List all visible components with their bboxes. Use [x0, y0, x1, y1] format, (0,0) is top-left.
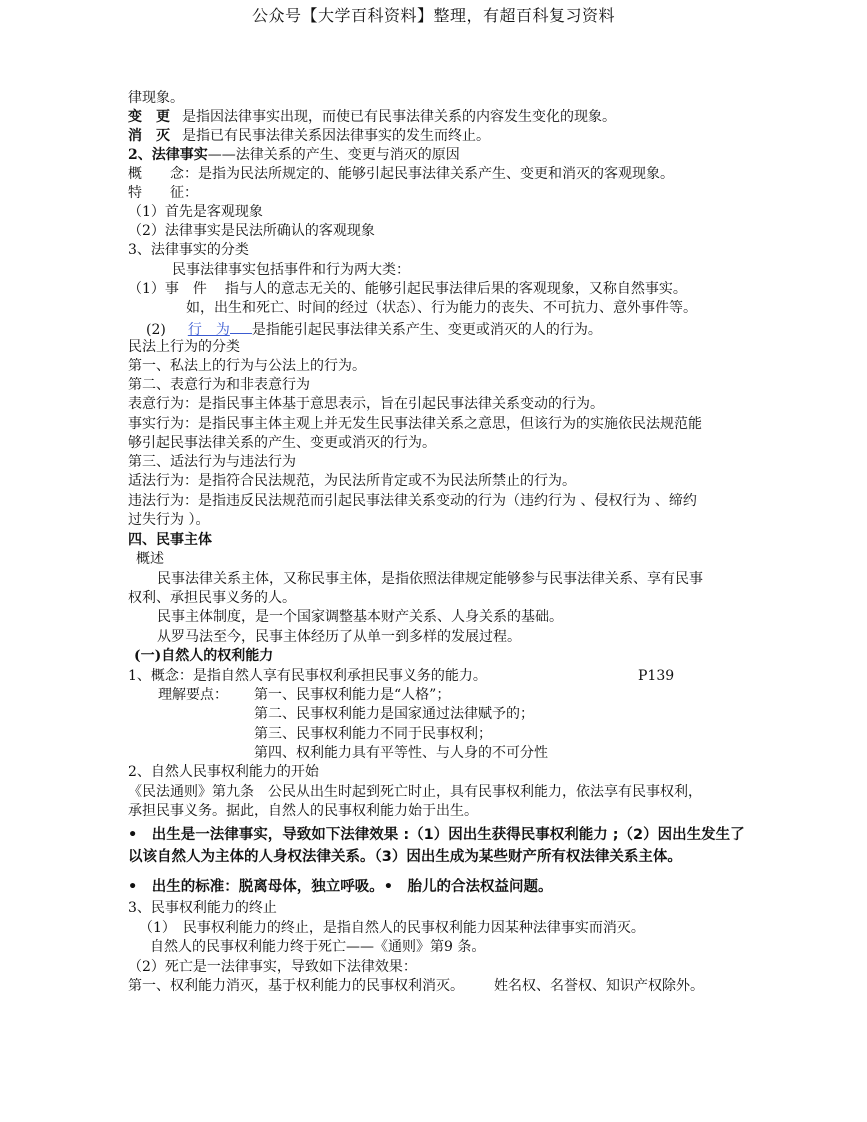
text-line: 适法行为：是指符合民法规范，为民法所肯定或不为民法所禁止的行为。: [128, 473, 576, 489]
term-line-extinction: [128, 127, 490, 146]
list-item-act: [146, 318, 602, 337]
text-line: 如，出生和死亡、时间的经过（状态）、行为能力的丧失、不可抗力、意外事件等。: [186, 300, 697, 316]
key-point: 第一、民事权利能力是“人格”；: [254, 687, 451, 703]
page-reference: P139: [638, 668, 675, 684]
text-line: 从罗马法至今，民事主体经历了从单一到多样的发展过程。: [157, 629, 521, 645]
text-line: 特 征：: [128, 185, 198, 201]
list-item: （1）首先是客观现象: [128, 204, 263, 220]
text-line: 事实行为：是指民事主体主观上并无发生民事法律关系之意思，但该行为的实施依民法规范能: [128, 416, 702, 432]
text-line: 民事法律事实包括事件和行为两大类：: [172, 262, 410, 278]
concept-text: 1、概念：是指自然人享有民事权利承担民事义务的能力。: [128, 668, 487, 684]
list-item: （2）死亡是一法律事实，导致如下法律效果：: [128, 959, 417, 975]
bullet-line: 以该自然人为主体的人身权法律关系。（3）因出生成为某些财产所有权法律关系主体。: [128, 849, 682, 865]
section-heading-capacity: (一)自然人的权利能力: [134, 648, 274, 664]
subheading: 概述: [136, 551, 164, 567]
capacity-extinction-text: 第一、权利能力消灭，基于权利能力的民事权利消灭。: [128, 978, 464, 994]
text-line: 承担民事义务。据此，自然人的民事权利能力始于出生。: [128, 803, 478, 819]
text-line: 违法行为：是指违反民法规范而引起民事法律关系变动的行为（违约行为 、侵权行为 、缔约: [128, 493, 697, 509]
text-line: 《民法通则》第九条 公民从出生时起到死亡时止，具有民事权利能力，依法享有民事权利，: [128, 784, 702, 800]
term-change-definition: 是指因法律事实出现，而使已有民事法律关系的内容发生变化的现象。: [182, 109, 616, 125]
bullet-line: • 出生的标准：脱离母体，独立呼吸。• 胎儿的合法权益问题。: [128, 879, 553, 895]
text-line: 第三、适法行为与违法行为: [128, 454, 296, 470]
term-extinction-definition: 是指已有民事法律关系因法律事实的发生而终止。: [182, 128, 490, 144]
subheading: 民法上行为的分类: [128, 339, 240, 355]
exception-text: 姓名权、名誉权、知识产权除外。: [494, 978, 704, 994]
list-label: （1）事 件: [128, 281, 207, 297]
list-label: (2): [146, 322, 166, 338]
text-line: 过失行为 ）。: [128, 512, 210, 528]
term-change: 变 更: [128, 109, 170, 125]
section-title: 2、法律事实: [128, 147, 208, 163]
subheading: 3、法律事实的分类: [128, 242, 249, 258]
act-link[interactable]: 行 为: [187, 322, 230, 338]
section-heading-civil-subject: 四、民事主体: [128, 532, 212, 548]
text-line: 第二、表意行为和非表意行为: [128, 377, 310, 393]
key-point: 第四、权利能力具有平等性、与人身的不可分性: [254, 745, 548, 761]
text-line: 第一、私法上的行为与公法上的行为。: [128, 358, 366, 374]
key-points-label: 理解要点：: [158, 687, 228, 703]
list-item-event: [128, 280, 687, 299]
text-line: 律现象。: [128, 90, 184, 106]
section-subtitle: ——法律关系的产生、变更与消灭的原因: [207, 147, 460, 163]
subheading: 2、自然人民事权利能力的开始: [128, 764, 319, 780]
text-line: 自然人的民事权利能力终于死亡——《通则》第9 条。: [150, 939, 486, 955]
concept-line: [128, 667, 487, 686]
text-line: 权利、承担民事义务的人。: [128, 590, 296, 606]
key-point: 第二、民事权利能力是国家通过法律赋予的；: [254, 706, 534, 722]
term-extinction: 消 灭: [128, 128, 170, 144]
text-line: 够引起民事法律关系的产生、变更或消灭的行为。: [128, 435, 436, 451]
key-point: 第三、民事权利能力不同于民事权利；: [254, 726, 492, 742]
subheading: 3、民事权利能力的终止: [128, 900, 277, 916]
term-line-change: [128, 108, 616, 127]
list-item: （2）法律事实是民法所确认的客观现象: [128, 223, 375, 239]
list-text: 指与人的意志无关的、能够引起民事法律后果的客观现象，又称自然事实。: [224, 281, 687, 297]
text-line: 概 念：是指为民法所规定的、能够引起民事法律关系产生、变更和消灭的客观现象。: [128, 166, 674, 182]
text-line: 民事主体制度，是一个国家调整基本财产关系、人身关系的基础。: [157, 609, 563, 625]
list-text: 是指能引起民事法律关系产生、变更或消灭的人的行为。: [251, 322, 602, 338]
section-heading-legal-facts: [128, 146, 460, 165]
text-line: [128, 977, 704, 996]
list-item: （1） 民事权利能力的终止，是指自然人的民事权利能力因某种法律事实而消灭。: [139, 920, 645, 936]
text-line: 表意行为：是指民事主体基于意思表示，旨在引起民事法律关系变动的行为。: [128, 396, 604, 412]
bullet-line: • 出生是一法律事实，导致如下法律效果 :（1）因出生获得民事权利能力 ;（2）因出生发生了: [128, 827, 745, 843]
page-header: 公众号【大学百科资料】整理，有超百科复习资料: [251, 6, 615, 25]
text-line: 民事法律关系主体，又称民事主体，是指依照法律规定能够参与民事法律关系、享有民事: [157, 571, 703, 587]
